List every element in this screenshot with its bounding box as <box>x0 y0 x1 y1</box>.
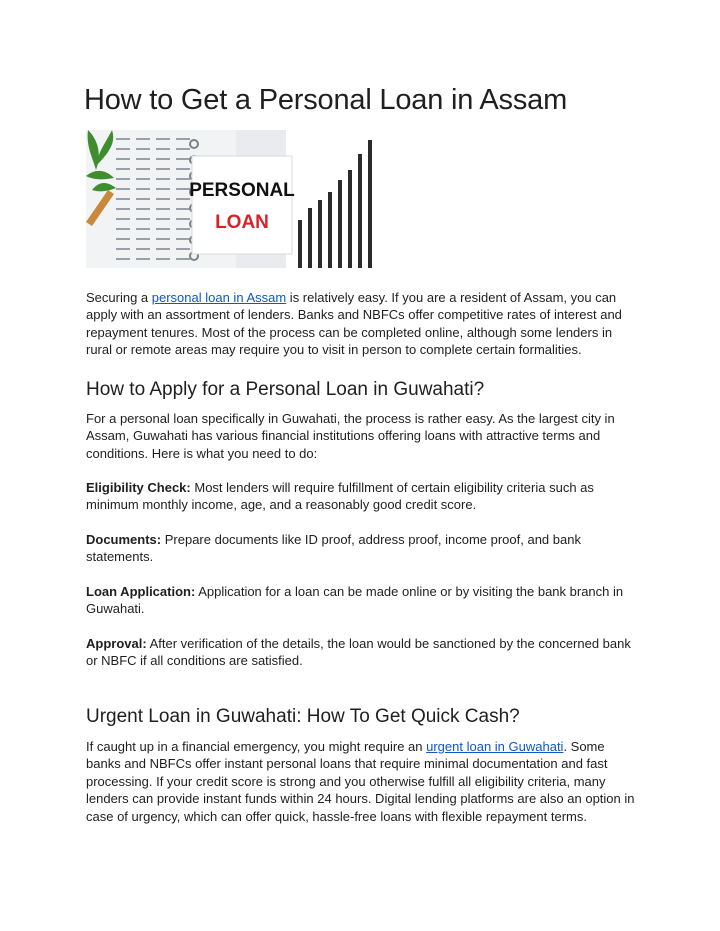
personal-loan-illustration <box>86 130 374 268</box>
loan-application-text: Application for a loan can be made online or by visiting the bank branch in Guwahati. <box>86 584 624 617</box>
documents-label: Documents: <box>86 532 162 547</box>
section-heading-urgent: Urgent Loan in Guwahati: How To Get Quick Cash? <box>86 706 520 727</box>
eligibility-check-text: Most lenders will require fulfillment of certain eligibility criteria such as minimum monthly income, age, and a reasonably good credit score. <box>86 480 594 513</box>
personal-loan-image <box>86 130 374 268</box>
urgent-text-start: If caught up in a financial emergency, you might require an <box>86 739 427 754</box>
documents-paragraph <box>86 531 638 566</box>
page-title: How to Get a Personal Loan in Assam <box>84 84 568 116</box>
intro-text-end: is relatively easy. If you are a resident of Assam, you can apply with an assortment of lenders. Banks and NBFCs offer competitive rates of interest and repayment tenures. Most of the process can be completed online, although some lenders in rural or remote areas may require you to visit in person to complete certain formalities. <box>86 290 622 358</box>
urgent-text-end: . Some banks and NBFCs offer instant personal loans that require minimal documentation and fast processing. If your credit score is strong and you otherwise fulfill all eligibility criteria, many lenders can provide instant funds within 24 hours. Digital lending platforms are also an option in case of urgency, which can offer quick, hassle-free loans with flexible repayment terms. <box>86 739 635 824</box>
urgent-loan-paragraph <box>86 738 638 825</box>
intro-paragraph <box>86 289 638 359</box>
approval-paragraph <box>86 635 638 670</box>
approval-label: Approval: <box>86 636 147 651</box>
urgent-loan-guwahati-link[interactable]: urgent loan in Guwahati <box>426 739 564 754</box>
loan-application-paragraph <box>86 583 638 618</box>
personal-loan-assam-link[interactable]: personal loan in Assam <box>151 290 287 305</box>
eligibility-check-paragraph <box>86 479 638 514</box>
section1-intro-paragraph: For a personal loan specifically in Guwahati, the process is rather easy. As the largest city in Assam, Guwahati has various financial institutions offering loans with attractive terms and conditions. Here is what you need to do: <box>86 411 615 461</box>
approval-text: After verification of the details, the loan would be sanctioned by the concerned bank or NBFC if all conditions are satisfied. <box>86 636 631 669</box>
hero-label-loan: LOAN <box>215 212 269 233</box>
loan-application-label: Loan Application: <box>86 584 196 599</box>
eligibility-check-label: Eligibility Check: <box>86 480 191 495</box>
hero-label-personal: PERSONAL <box>189 180 295 201</box>
section-heading-apply: How to Apply for a Personal Loan in Guwahati? <box>86 379 485 400</box>
documents-text: Prepare documents like ID proof, address proof, income proof, and bank statements. <box>86 532 581 565</box>
intro-text-start: Securing a <box>86 290 152 305</box>
